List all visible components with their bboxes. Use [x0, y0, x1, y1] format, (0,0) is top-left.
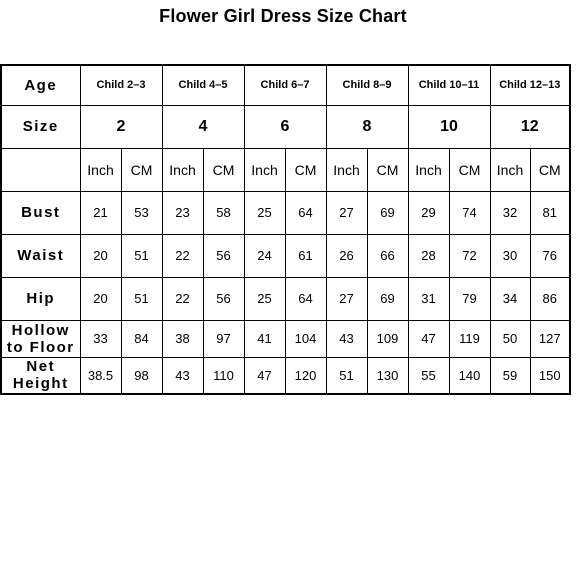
value-inch-cell: 25 [244, 191, 285, 234]
value-inch-cell: 30 [490, 234, 530, 277]
unit-cm-header: CM [449, 148, 490, 191]
value-inch-cell: 20 [80, 277, 121, 320]
unit-inch-header: Inch [408, 148, 449, 191]
value-cm-cell: 76 [530, 234, 570, 277]
measurement-row [1, 357, 570, 394]
value-cm-cell: 150 [530, 357, 570, 394]
value-inch-cell: 27 [326, 277, 367, 320]
measurement-label-line: Net [26, 358, 56, 376]
age-group-header: Child 2–3 [80, 65, 162, 105]
unit-cm-header: CM [367, 148, 408, 191]
unit-cm-header: CM [203, 148, 244, 191]
size-chart-table [0, 64, 571, 395]
value-cm-cell: 51 [121, 277, 162, 320]
age-label: Age [1, 65, 80, 105]
value-cm-cell: 64 [285, 191, 326, 234]
size-header: 8 [326, 105, 408, 148]
measurement-label [1, 191, 80, 234]
size-header: 2 [80, 105, 162, 148]
unit-inch-header: Inch [326, 148, 367, 191]
value-inch-cell: 23 [162, 191, 203, 234]
size-row [1, 105, 570, 148]
value-inch-cell: 34 [490, 277, 530, 320]
value-cm-cell: 66 [367, 234, 408, 277]
measurement-label-line: Bust [21, 204, 61, 221]
measurement-label-line: Waist [17, 247, 65, 264]
value-inch-cell: 26 [326, 234, 367, 277]
value-inch-cell: 21 [80, 191, 121, 234]
value-cm-cell: 104 [285, 320, 326, 357]
age-group-header: Child 12–13 [490, 65, 570, 105]
measurement-row [1, 320, 570, 357]
value-cm-cell: 97 [203, 320, 244, 357]
value-cm-cell: 84 [121, 320, 162, 357]
value-inch-cell: 38.5 [80, 357, 121, 394]
value-inch-cell: 33 [80, 320, 121, 357]
value-inch-cell: 22 [162, 234, 203, 277]
value-inch-cell: 20 [80, 234, 121, 277]
value-cm-cell: 130 [367, 357, 408, 394]
value-cm-cell: 69 [367, 191, 408, 234]
age-group-header: Child 6–7 [244, 65, 326, 105]
value-inch-cell: 25 [244, 277, 285, 320]
value-inch-cell: 38 [162, 320, 203, 357]
unit-inch-header: Inch [490, 148, 530, 191]
measurement-label [1, 277, 80, 320]
measurement-label [1, 234, 80, 277]
value-inch-cell: 27 [326, 191, 367, 234]
value-inch-cell: 47 [244, 357, 285, 394]
value-cm-cell: 98 [121, 357, 162, 394]
value-inch-cell: 22 [162, 277, 203, 320]
value-cm-cell: 72 [449, 234, 490, 277]
page-title: Flower Girl Dress Size Chart [159, 6, 407, 26]
unit-cm-header: CM [121, 148, 162, 191]
value-inch-cell: 55 [408, 357, 449, 394]
value-inch-cell: 59 [490, 357, 530, 394]
size-header: 10 [408, 105, 490, 148]
value-inch-cell: 24 [244, 234, 285, 277]
unit-inch-header: Inch [80, 148, 121, 191]
unit-row-blank [1, 148, 80, 191]
unit-cm-header: CM [285, 148, 326, 191]
value-inch-cell: 31 [408, 277, 449, 320]
unit-row [1, 148, 570, 191]
value-cm-cell: 110 [203, 357, 244, 394]
age-group-header: Child 4–5 [162, 65, 244, 105]
value-cm-cell: 69 [367, 277, 408, 320]
measurement-label-line: to Floor [6, 338, 75, 356]
age-group-header: Child 8–9 [326, 65, 408, 105]
size-header: 4 [162, 105, 244, 148]
value-cm-cell: 56 [203, 277, 244, 320]
value-cm-cell: 61 [285, 234, 326, 277]
unit-inch-header: Inch [244, 148, 285, 191]
measurement-label-line: Height [12, 375, 69, 393]
measurement-row [1, 234, 570, 277]
value-cm-cell: 140 [449, 357, 490, 394]
measurement-label [1, 357, 80, 394]
size-header: 12 [490, 105, 570, 148]
value-inch-cell: 51 [326, 357, 367, 394]
value-cm-cell: 56 [203, 234, 244, 277]
value-cm-cell: 58 [203, 191, 244, 234]
value-cm-cell: 79 [449, 277, 490, 320]
measurement-label [1, 320, 80, 357]
age-row [1, 65, 570, 105]
value-inch-cell: 28 [408, 234, 449, 277]
value-cm-cell: 119 [449, 320, 490, 357]
value-cm-cell: 51 [121, 234, 162, 277]
value-cm-cell: 64 [285, 277, 326, 320]
value-cm-cell: 53 [121, 191, 162, 234]
unit-inch-header: Inch [162, 148, 203, 191]
value-inch-cell: 41 [244, 320, 285, 357]
value-inch-cell: 32 [490, 191, 530, 234]
age-group-header: Child 10–11 [408, 65, 490, 105]
value-cm-cell: 86 [530, 277, 570, 320]
size-header: 6 [244, 105, 326, 148]
value-inch-cell: 47 [408, 320, 449, 357]
value-cm-cell: 74 [449, 191, 490, 234]
value-inch-cell: 43 [162, 357, 203, 394]
measurement-row [1, 277, 570, 320]
value-inch-cell: 50 [490, 320, 530, 357]
value-cm-cell: 120 [285, 357, 326, 394]
measurement-label-line: Hollow [11, 321, 70, 339]
size-chart-body [1, 65, 570, 394]
measurement-label-line: Hip [26, 290, 56, 307]
value-cm-cell: 127 [530, 320, 570, 357]
size-label: Size [1, 105, 80, 148]
value-inch-cell: 29 [408, 191, 449, 234]
unit-cm-header: CM [530, 148, 570, 191]
measurement-row [1, 191, 570, 234]
value-cm-cell: 109 [367, 320, 408, 357]
value-cm-cell: 81 [530, 191, 570, 234]
value-inch-cell: 43 [326, 320, 367, 357]
